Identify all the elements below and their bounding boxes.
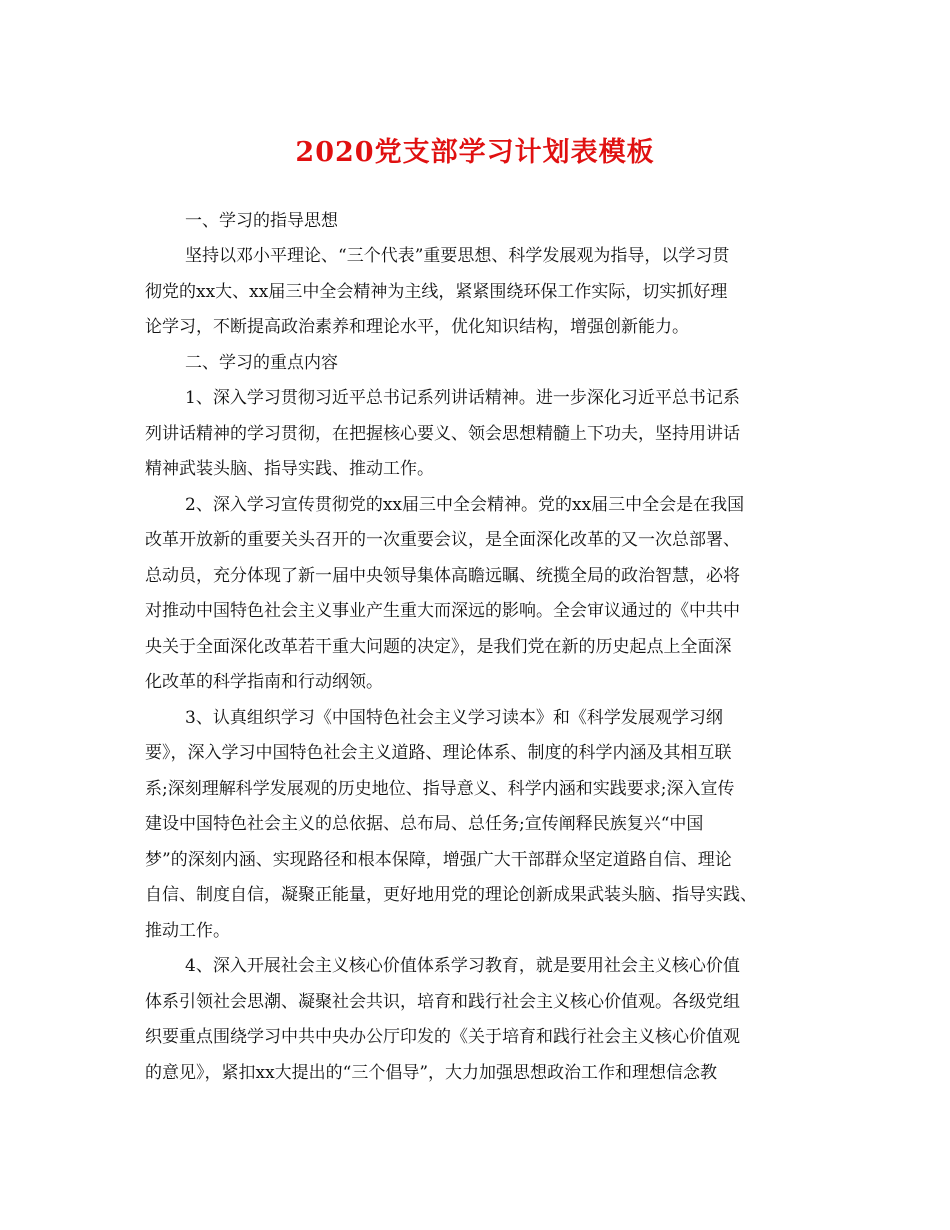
paragraph-line: 4、深入开展社会主义核心价值体系学习教育，就是要用社会主义核心价值: [185, 956, 740, 976]
paragraph-line: 推动工作。: [145, 921, 230, 941]
paragraph-line: 精神武装头脑、指导实践、推动工作。: [145, 459, 434, 479]
paragraph-line: 的意见》，紧扣xx大提出的“三个倡导”，大力加强思想政治工作和理想信念教: [145, 1063, 718, 1083]
paragraph-line: 总动员，充分体现了新一届中央领导集体高瞻远瞩、统揽全局的政治智慧，必将: [145, 566, 740, 586]
paragraph-line: 改革开放新的重要关头召开的一次重要会议，是全面深化改革的又一次总部署、: [145, 530, 740, 550]
paragraph-line: 列讲话精神的学习贯彻，在把握核心要义、领会思想精髓上下功夫，坚持用讲话: [145, 424, 740, 444]
paragraph-line: 论学习，不断提高政治素养和理论水平，优化知识结构，增强创新能力。: [145, 317, 689, 337]
paragraph-line: 梦”的深刻内涵、实现路径和根本保障，增强广大干部群众坚定道路自信、理论: [145, 850, 732, 870]
paragraph-line: 央关于全面深化改革若干重大问题的决定》，是我们党在新的历史起点上全面深: [145, 637, 732, 657]
document-title: 2020党支部学习计划表模板: [295, 137, 655, 168]
paragraph-line: 对推动中国特色社会主义事业产生重大而深远的影响。全会审议通过的《中共中: [145, 601, 740, 621]
paragraph-line: 3、认真组织学习《中国特色社会主义学习读本》和《科学发展观学习纲: [185, 708, 723, 728]
paragraph-line: 自信、制度自信，凝聚正能量，更好地用党的理论创新成果武装头脑、指导实践、: [145, 885, 757, 905]
paragraph-line: 2、深入学习宣传贯彻党的xx届三中全会精神。党的xx届三中全会是在我国: [185, 495, 745, 515]
paragraph-line: 体系引领社会思潮、凝聚社会共识，培育和践行社会主义核心价值观。各级党组: [145, 992, 740, 1012]
paragraph-line: 坚持以邓小平理论、“三个代表”重要思想、科学发展观为指导，以学习贯: [185, 246, 730, 266]
paragraph-line: 织要重点围绕学习中共中央办公厅印发的《关于培育和践行社会主义核心价值观: [145, 1027, 740, 1047]
paragraph-line: 要》，深入学习中国特色社会主义道路、理论体系、制度的科学内涵及其相互联: [145, 743, 732, 763]
paragraph-line: 化改革的科学指南和行动纲领。: [145, 672, 383, 692]
heading-key-content: 二、学习的重点内容: [185, 353, 338, 373]
paragraph-line: 系;深刻理解科学发展观的历史地位、指导意义、科学内涵和实践要求;深入宣传: [145, 779, 735, 799]
paragraph-line: 建设中国特色社会主义的总依据、总布局、总任务;宣传阐释民族复兴“中国: [145, 814, 704, 834]
paragraph-line: 1、深入学习贯彻习近平总书记系列讲话精神。进一步深化习近平总书记系: [185, 388, 740, 408]
heading-guiding-ideology: 一、学习的指导思想: [185, 211, 338, 231]
paragraph-line: 彻党的xx大、xx届三中全会精神为主线，紧紧围绕环保工作实际，切实抓好理: [145, 282, 728, 302]
